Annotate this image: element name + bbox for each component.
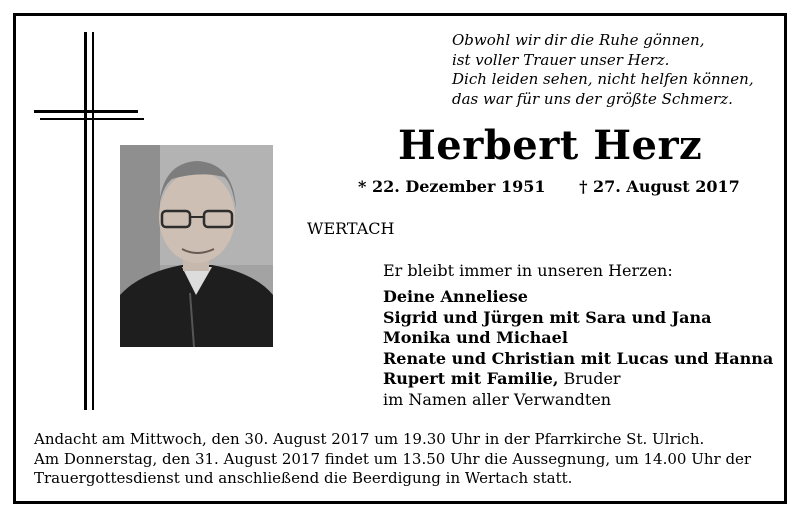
poem bbox=[452, 31, 754, 109]
mourner-relation: Bruder bbox=[558, 369, 621, 388]
birth-date: * 22. Dezember 1951 bbox=[358, 177, 546, 196]
poem-line: Dich leiden sehen, nicht helfen können, bbox=[452, 70, 754, 88]
memory-line: Er bleibt immer in unseren Herzen: bbox=[383, 261, 673, 280]
cross-horizontal-line-thin bbox=[40, 118, 144, 120]
service-line: Andacht am Mittwoch, den 30. August 2017 um 19.30 Uhr in der Pfarrkirche St. Ulrich. bbox=[34, 430, 705, 448]
service-details bbox=[34, 430, 751, 489]
portrait-photo bbox=[120, 145, 273, 347]
service-line: Trauergottesdienst und anschließend die Beerdigung in Wertach statt. bbox=[34, 469, 573, 487]
mourner-line: Sigrid und Jürgen mit Sara und Jana bbox=[383, 307, 712, 327]
mourner-name: Rupert mit Familie, bbox=[383, 369, 559, 388]
life-dates bbox=[358, 177, 740, 196]
cross-horizontal-line bbox=[34, 110, 138, 113]
mourners-list bbox=[383, 287, 773, 410]
cross-vertical-line-thin bbox=[92, 32, 94, 410]
deceased-name: Herbert Herz bbox=[398, 122, 703, 169]
place-of-residence: WERTACH bbox=[307, 219, 395, 238]
service-line: Am Donnerstag, den 31. August 2017 findet um 13.50 Uhr die Aussegnung, um 14.00 Uhr der bbox=[34, 449, 752, 468]
death-date: † 27. August 2017 bbox=[579, 177, 740, 196]
relatives-line: im Namen aller Verwandten bbox=[383, 389, 612, 409]
mourner-line: Renate und Christian mit Lucas und Hanna bbox=[383, 348, 774, 368]
cross-vertical-line bbox=[84, 32, 87, 410]
poem-line: Obwohl wir dir die Ruhe gönnen, bbox=[452, 31, 705, 49]
mourner-line: Deine Anneliese bbox=[383, 287, 528, 306]
poem-line: ist voller Trauer unser Herz. bbox=[452, 50, 670, 69]
mourner-line: Monika und Michael bbox=[383, 328, 568, 347]
poem-line: das war für uns der größte Schmerz. bbox=[452, 89, 733, 108]
mourner-line bbox=[383, 369, 773, 390]
